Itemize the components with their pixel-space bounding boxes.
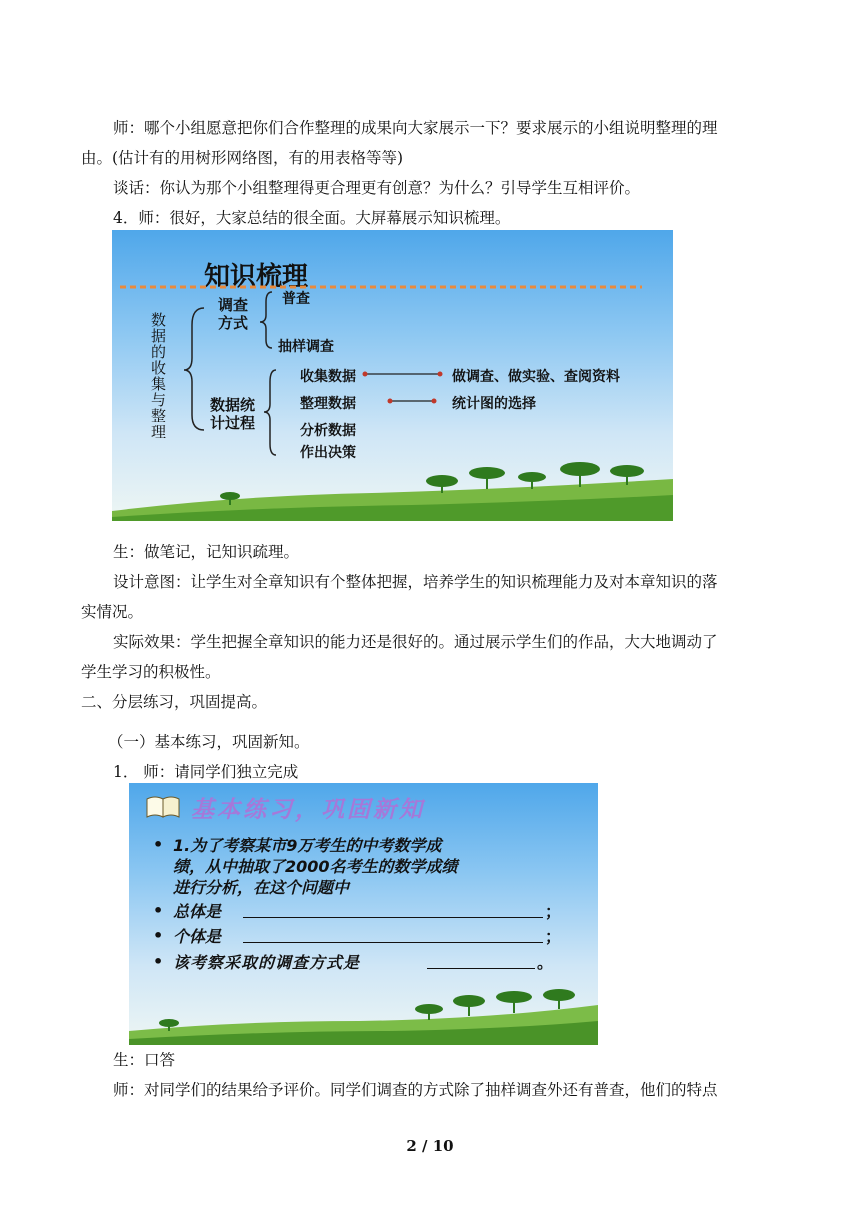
paragraph-2: 谈话：你认为那个小组整理得更合理更有创意？为什么？引导学生互相评价。	[113, 179, 641, 197]
step-collect: 收集数据	[300, 369, 356, 385]
landscape-decoration	[129, 975, 598, 1045]
branch-process-line-1: 数据统	[210, 396, 256, 414]
basic-exercise-slide	[129, 783, 598, 1045]
blank-population-label: 总体是	[173, 902, 222, 921]
blank-individual[interactable]	[243, 924, 543, 943]
blank-method-label: 该考察采取的调查方式是	[173, 953, 361, 972]
blank-population[interactable]	[243, 899, 543, 918]
slide-title: 知识梳理	[204, 262, 309, 292]
paragraph-1-line-2: 由。(估计有的用树形网络图，有的用表格等等)	[81, 149, 404, 167]
blank-individual-end: ；	[545, 927, 562, 946]
book-icon	[145, 793, 181, 819]
paragraph-6-line-1: 实际效果：学生把握全章知识的能力还是很好的。通过展示学生们的作品，大大地调动了	[113, 633, 718, 651]
slide-title: 基本练习，巩固新知	[191, 797, 425, 823]
leaf-sample-survey: 抽样调查	[278, 339, 334, 355]
step-organize: 整理数据	[300, 396, 356, 412]
step-decide: 作出决策	[300, 445, 356, 461]
paragraph-10: 生：口答	[113, 1051, 176, 1069]
question-line-1: 1.为了考察某市9万考生的中考数学成	[173, 836, 442, 855]
bullet-2: •	[153, 901, 164, 920]
section-heading-2: 二、分层练习，巩固提高。	[81, 693, 268, 711]
knowledge-tree-slide	[112, 230, 673, 521]
step-collect-detail: 做调查、做实验、查阅资料	[452, 369, 620, 385]
paragraph-4: 生：做笔记，记知识疏理。	[113, 543, 300, 561]
paragraph-9: 1． 师：请同学们独立完成	[113, 763, 299, 781]
paragraph-11: 师：对同学们的结果给予评价。同学们调查的方式除了抽样调查外还有普查，他们的特点	[113, 1081, 718, 1099]
branch-process-line-2: 计过程	[210, 414, 256, 432]
leaf-census: 普查	[282, 291, 310, 307]
step-organize-detail: 统计图的选择	[452, 396, 536, 412]
blank-method[interactable]	[427, 950, 535, 969]
question-line-2: 绩，从中抽取了2000名考生的数学成绩	[173, 857, 458, 876]
branch-survey-line-2: 方式	[218, 314, 249, 332]
paragraph-6-line-2: 学生学习的积极性。	[81, 663, 221, 681]
landscape-decoration	[112, 441, 673, 521]
page-number: 2 / 10	[406, 1137, 454, 1155]
paragraph-3: 4．师：很好，大家总结的很全面。大屏幕展示知识梳理。	[113, 209, 511, 227]
branch-survey-line-1: 调查	[218, 296, 249, 314]
subsection-heading-1: （一）基本练习，巩固新知。	[108, 733, 310, 751]
blank-method-end: 。	[537, 953, 554, 972]
question-line-3: 进行分析，在这个问题中	[173, 878, 350, 897]
step-analyze: 分析数据	[300, 423, 356, 439]
bullet-1: •	[153, 835, 164, 854]
paragraph-5-line-1: 设计意图：让学生对全章知识有个整体把握，培养学生的知识梳理能力及对本章知识的落	[113, 573, 718, 591]
paragraph-1-line-1: 师：哪个小组愿意把你们合作整理的成果向大家展示一下？要求展示的小组说明整理的理	[113, 119, 718, 137]
paragraph-5-line-2: 实情况。	[81, 603, 144, 621]
tree-root: 数据的收集与整理	[149, 312, 167, 440]
bullet-3: •	[153, 926, 164, 945]
blank-population-end: ；	[545, 902, 562, 921]
blank-individual-label: 个体是	[173, 927, 222, 946]
bullet-4: •	[153, 952, 164, 971]
